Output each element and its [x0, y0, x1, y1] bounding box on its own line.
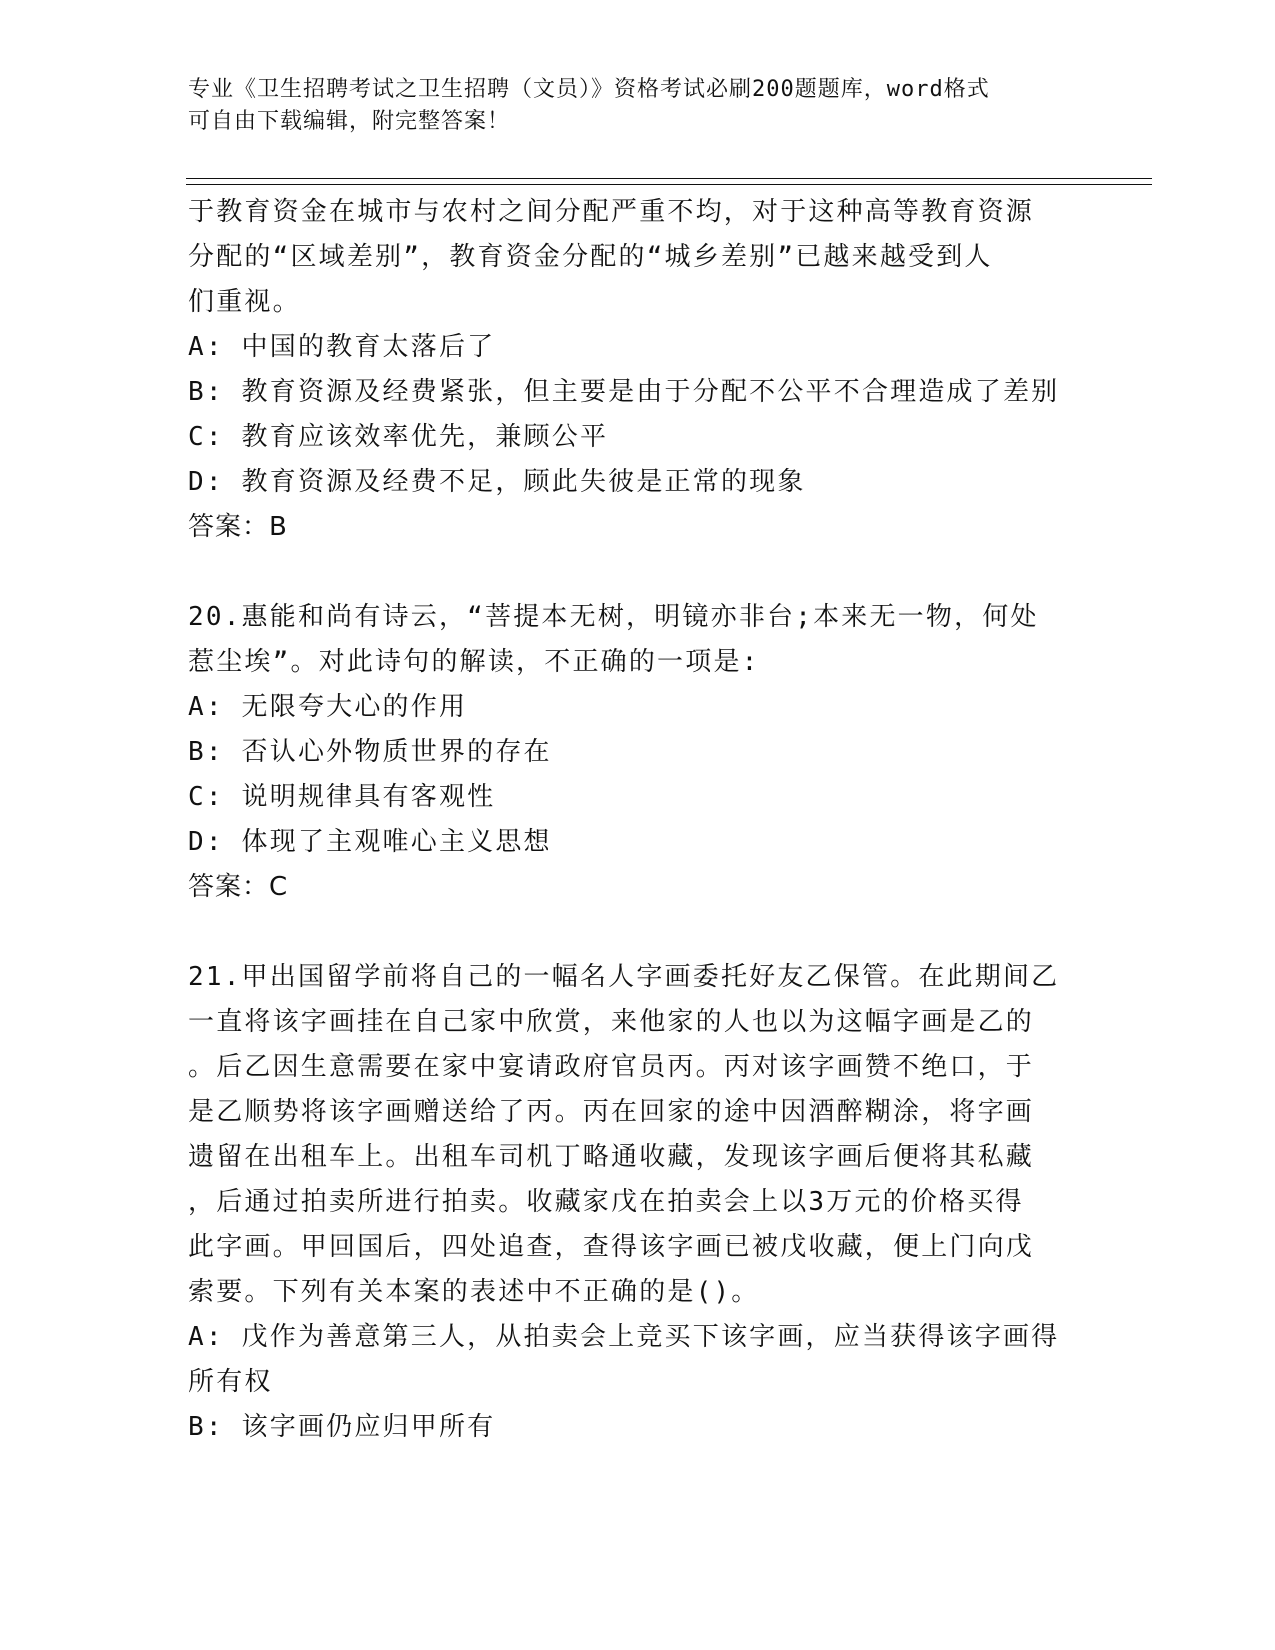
document-body: [188, 190, 1068, 1450]
option-d: D: 体现了主观唯心主义思想: [188, 827, 552, 857]
option-a: A: 中国的教育太落后了: [188, 332, 496, 362]
question-stem-line: 21.甲出国留学前将自己的一幅名人字画委托好友乙保管。在此期间乙: [188, 962, 1060, 992]
option-a: A: 戊作为善意第三人，从拍卖会上竞买下该字画，应当获得该字画得: [188, 1322, 1060, 1352]
header-line-1: 专业《卫生招聘考试之卫生招聘（文员）》资格考试必刷200题题库，word格式: [188, 77, 990, 102]
spacer: [188, 550, 1068, 595]
spacer: [188, 910, 1068, 955]
option-b: B: 教育资源及经费紧张，但主要是由于分配不公平不合理造成了差别: [188, 377, 1060, 407]
question-21: [188, 955, 1068, 1450]
answer-line: 答案：B: [188, 512, 288, 542]
question-stem-line: 索要。下列有关本案的表述中不正确的是()。: [188, 1277, 760, 1307]
option-a-continued: 所有权: [188, 1367, 273, 1397]
question-stem-line: 分配的“区域差别”，教育资金分配的“城乡差别”已越来越受到人: [188, 242, 993, 272]
question-stem-line: 们重视。: [188, 287, 301, 317]
header-divider-top: [186, 178, 1152, 179]
question-stem-line: 一直将该字画挂在自己家中欣赏，来他家的人也以为这幅字画是乙的: [188, 1007, 1035, 1037]
question-stem-line: 。后乙因生意需要在家中宴请政府官员丙。丙对该字画赞不绝口，于: [188, 1052, 1035, 1082]
question-stem-line: 是乙顺势将该字画赠送给了丙。丙在回家的途中因酒醉糊涂，将字画: [188, 1097, 1035, 1127]
option-b: B: 该字画仍应归甲所有: [188, 1412, 496, 1442]
header-line-2: 可自由下载编辑，附完整答案！: [188, 109, 511, 134]
question-stem-line: 此字画。甲回国后，四处追查，查得该字画已被戊收藏，便上门向戊: [188, 1232, 1035, 1262]
answer-line: 答案：C: [188, 872, 289, 902]
question-20: [188, 595, 1068, 910]
question-stem-line: ，后通过拍卖所进行拍卖。收藏家戊在拍卖会上以3万元的价格买得: [188, 1187, 1024, 1217]
option-a: A: 无限夸大心的作用: [188, 692, 468, 722]
option-c: C: 说明规律具有客观性: [188, 782, 496, 812]
option-c: C: 教育应该效率优先，兼顾公平: [188, 422, 609, 452]
header-divider-bottom: [186, 184, 1152, 185]
question-stem-line: 于教育资金在城市与农村之间分配严重不均，对于这种高等教育资源: [188, 197, 1035, 227]
option-b: B: 否认心外物质世界的存在: [188, 737, 552, 767]
question-stem-line: 遗留在出租车上。出租车司机丁略通收藏，发现该字画后便将其私藏: [188, 1142, 1035, 1172]
question-stem-line: 20.惠能和尚有诗云，“菩提本无树，明镜亦非台;本来无一物，何处: [188, 602, 1039, 632]
document-header: [188, 74, 1068, 138]
question-stem-line: 惹尘埃”。对此诗句的解读，不正确的一项是:: [188, 647, 760, 677]
option-d: D: 教育资源及经费不足，顾此失彼是正常的现象: [188, 467, 806, 497]
question-19: [188, 190, 1068, 550]
